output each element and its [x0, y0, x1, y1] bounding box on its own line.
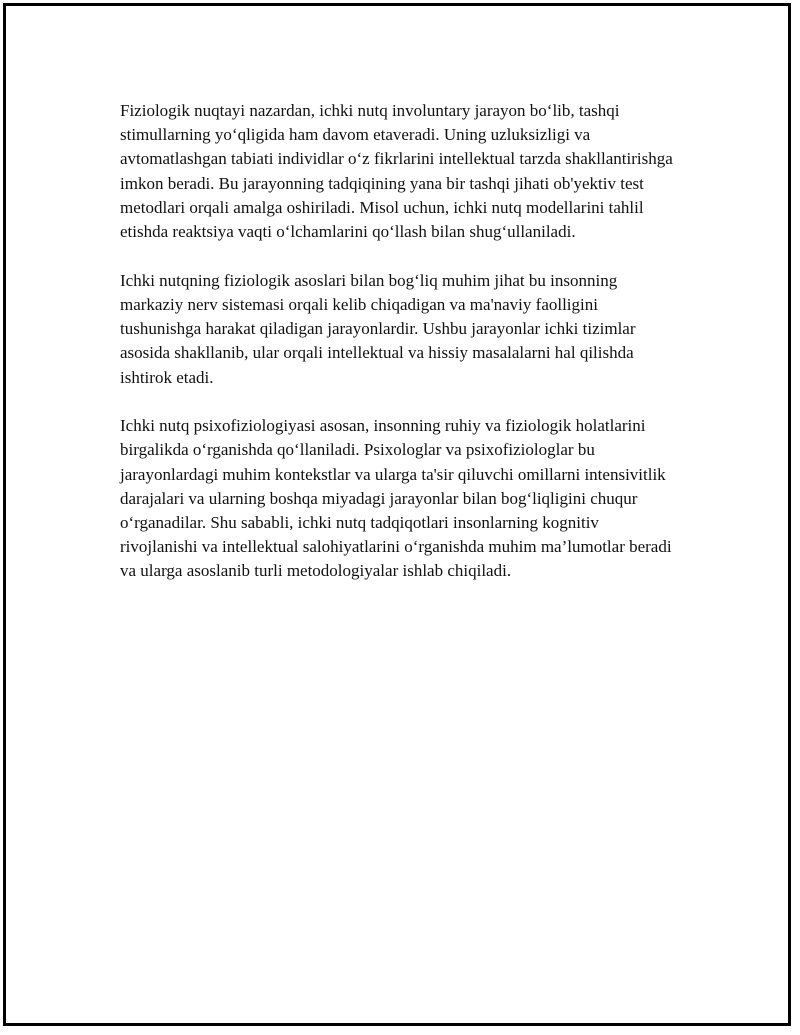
- paragraph-1: Fiziologik nuqtayi nazardan, ichki nutq involuntary jarayon bo‘lib, tashqi stimullarning yo‘qligida ham davom etaveradi. Uning uzluksizligi va avtomatlashgan tabiati individlar o‘z fikrlarini intellektual tarzda shakllantirishga imkon beradi. Bu jarayonning tadqiqining yana bir tashqi jihati ob'yektiv test metodlari orqali amalga oshiriladi. Misol uchun, ichki nutq modellarini tahlil etishda reaktsiya vaqti o‘lchamlarini qo‘llash bilan shug‘ullaniladi.: [120, 101, 673, 242]
- document-page: [3, 3, 791, 1026]
- paragraph-2: Ichki nutqning fiziologik asoslari bilan bog‘liq muhim jihat bu insonning markaziy nerv sistemasi orqali kelib chiqadigan va ma'naviy faolligini tushunishga harakat qiladigan jarayonlardir. Ushbu jarayonlar ichki tizimlar asosida shakllanib, ular orqali intellektual va hissiy masalalarni hal qilishda ishtirok etadi.: [120, 270, 636, 387]
- paragraph-3: Ichki nutq psixofiziologiyasi asosan, insonning ruhiy va fiziologik holatlarini birgalikda o‘rganishda qo‘llaniladi. Psixologlar va psixofiziologlar bu jarayonlardagi muhim kontekstlar va ularga ta'sir qiluvchi omillarni intensivitlik darajalari va ularning boshqa miyadagi jarayonlar bilan bog‘liqligini chuqur o‘rganadilar. Shu sababli, ichki nutq tadqiqotlari insonlarning kognitiv rivojlanishi va intellektual salohiyatlarini o‘rganishda muhim ma’lumotlar beradi va ularga asoslanib turli metodologiyalar ishlab chiqiladi.: [120, 416, 672, 581]
- document-body: [120, 99, 680, 608]
